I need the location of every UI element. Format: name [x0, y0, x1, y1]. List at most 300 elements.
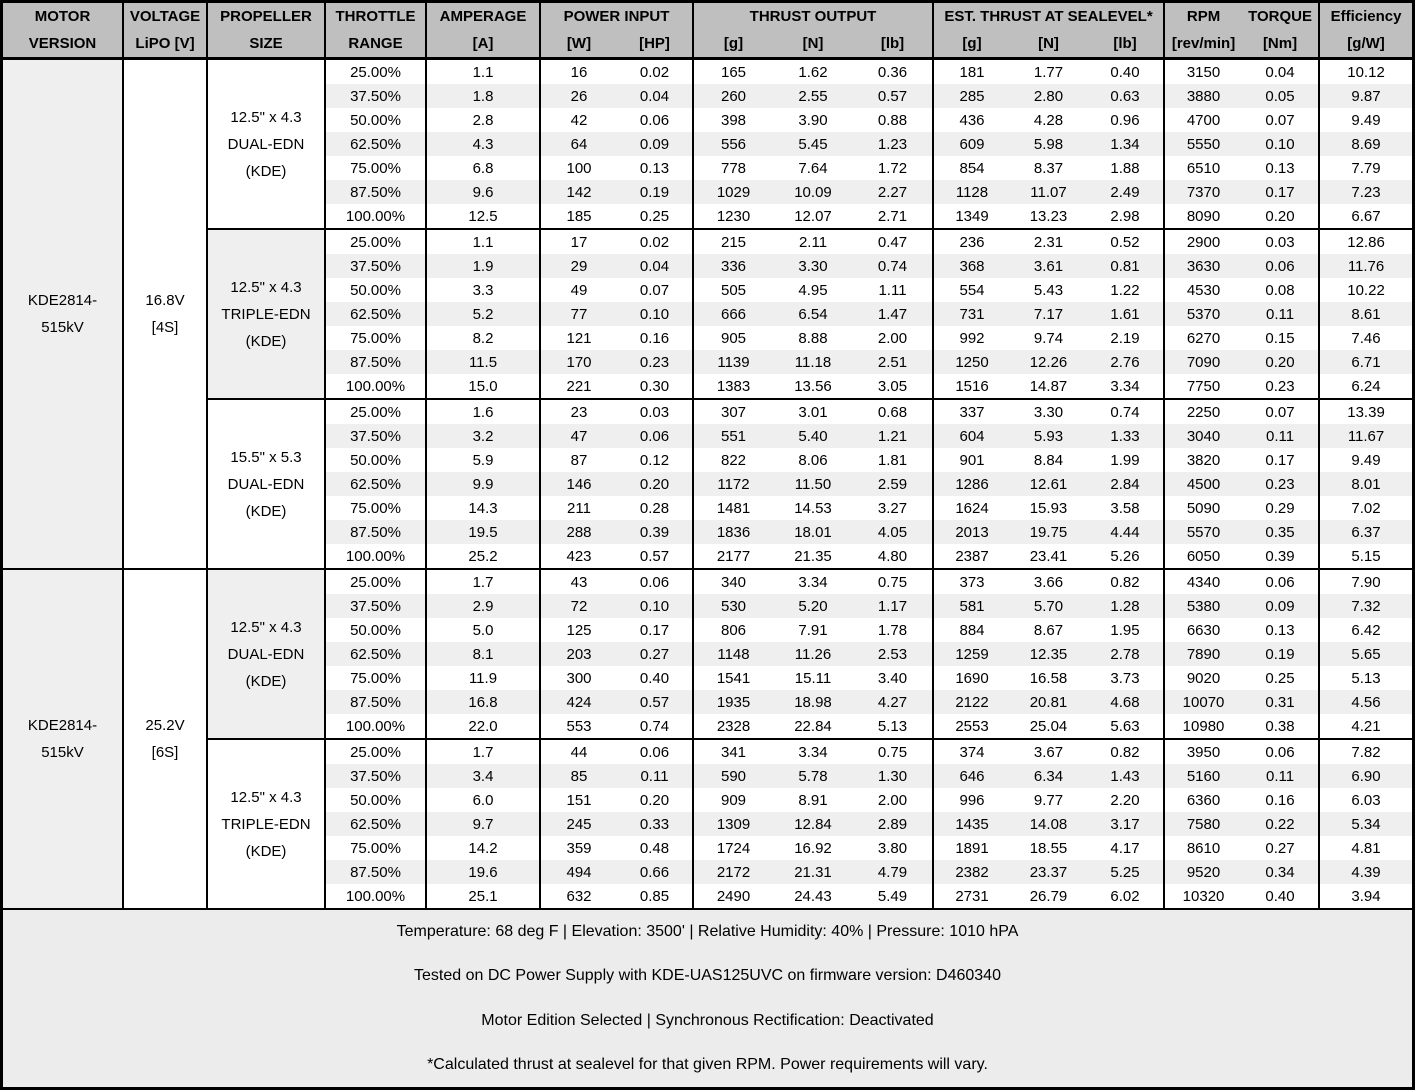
cell-sealevel-thrust-n: 13.23: [1010, 204, 1087, 229]
cell-efficiency: 8.01: [1319, 472, 1412, 496]
cell-sealevel-thrust-n: 26.79: [1010, 884, 1087, 908]
cell-power-input-w: 17: [540, 229, 617, 254]
cell-torque: 0.39: [1242, 544, 1319, 569]
cell-power-input-w: 43: [540, 569, 617, 594]
cell-thrust-lb: 0.75: [853, 569, 933, 594]
cell-sealevel-thrust-n: 5.70: [1010, 594, 1087, 618]
column-header-units: SIZE: [207, 30, 325, 59]
cell-sealevel-thrust-n: 15.93: [1010, 496, 1087, 520]
cell-sealevel-thrust-n: 8.67: [1010, 618, 1087, 642]
cell-amperage: 11.5: [426, 350, 540, 374]
cell-line: (KDE): [245, 672, 287, 690]
cell-sealevel-thrust-n: 18.55: [1010, 836, 1087, 860]
cell-sealevel-thrust-n: 3.67: [1010, 739, 1087, 764]
cell-throttle-range: 75.00%: [325, 326, 426, 350]
cell-thrust-g: 215: [693, 229, 773, 254]
cell-thrust-n: 5.20: [773, 594, 853, 618]
table-row: [3, 739, 1412, 764]
cell-rpm: 6050: [1164, 544, 1242, 569]
cell-torque: 0.10: [1242, 132, 1319, 156]
cell-thrust-g: 905: [693, 326, 773, 350]
cell-sealevel-thrust-n: 12.61: [1010, 472, 1087, 496]
cell-thrust-g: 1541: [693, 666, 773, 690]
cell-sealevel-thrust-lb: 1.22: [1087, 278, 1164, 302]
cell-thrust-lb: 3.27: [853, 496, 933, 520]
cell-torque: 0.09: [1242, 594, 1319, 618]
cell-sealevel-thrust-n: 2.31: [1010, 229, 1087, 254]
cell-thrust-lb: 1.72: [853, 156, 933, 180]
cell-torque: 0.08: [1242, 278, 1319, 302]
cell-thrust-n: 12.84: [773, 812, 853, 836]
cell-thrust-lb: 0.47: [853, 229, 933, 254]
cell-power-input-w: 85: [540, 764, 617, 788]
cell-thrust-n: 11.50: [773, 472, 853, 496]
cell-power-input-w: 494: [540, 860, 617, 884]
cell-sealevel-thrust-n: 3.66: [1010, 569, 1087, 594]
cell-thrust-g: 1148: [693, 642, 773, 666]
cell-throttle-range: 62.50%: [325, 302, 426, 326]
cell-sealevel-thrust-g: 1516: [933, 374, 1010, 399]
cell-rpm: 3630: [1164, 254, 1242, 278]
cell-efficiency: 11.67: [1319, 424, 1412, 448]
cell-power-input-w: 359: [540, 836, 617, 860]
cell-power-input-w: 26: [540, 84, 617, 108]
cell-efficiency: 5.65: [1319, 642, 1412, 666]
cell-sealevel-thrust-g: 1435: [933, 812, 1010, 836]
cell-sealevel-thrust-g: 2013: [933, 520, 1010, 544]
cell-power-input-w: 632: [540, 884, 617, 908]
cell-sealevel-thrust-g: 373: [933, 569, 1010, 594]
cell-thrust-n: 3.90: [773, 108, 853, 132]
cell-amperage: 8.1: [426, 642, 540, 666]
cell-rpm: 5570: [1164, 520, 1242, 544]
cell-power-input-hp: 0.06: [617, 569, 693, 594]
cell-amperage: 1.1: [426, 229, 540, 254]
cell-thrust-lb: 1.81: [853, 448, 933, 472]
cell-efficiency: 7.46: [1319, 326, 1412, 350]
cell-torque: 0.11: [1242, 764, 1319, 788]
cell-rpm: 2900: [1164, 229, 1242, 254]
cell-power-input-hp: 0.30: [617, 374, 693, 399]
cell-rpm: 4500: [1164, 472, 1242, 496]
cell-torque: 0.20: [1242, 204, 1319, 229]
cell-torque: 0.11: [1242, 302, 1319, 326]
cell-sealevel-thrust-n: 25.04: [1010, 714, 1087, 739]
table-row: [3, 59, 1412, 85]
cell-sealevel-thrust-n: 7.17: [1010, 302, 1087, 326]
cell-thrust-lb: 0.88: [853, 108, 933, 132]
cell-rpm: 4700: [1164, 108, 1242, 132]
cell-rpm: 6360: [1164, 788, 1242, 812]
cell-thrust-lb: 3.80: [853, 836, 933, 860]
cell-efficiency: 10.12: [1319, 59, 1412, 85]
cell-sealevel-thrust-lb: 5.63: [1087, 714, 1164, 739]
cell-thrust-lb: 2.59: [853, 472, 933, 496]
cell-power-input-w: 64: [540, 132, 617, 156]
cell-sealevel-thrust-g: 2553: [933, 714, 1010, 739]
table-row: [3, 569, 1412, 594]
cell-thrust-g: 165: [693, 59, 773, 85]
cell-amperage: 22.0: [426, 714, 540, 739]
cell-torque: 0.07: [1242, 108, 1319, 132]
cell-power-input-hp: 0.06: [617, 108, 693, 132]
cell-sealevel-thrust-n: 1.77: [1010, 59, 1087, 85]
cell-thrust-n: 6.54: [773, 302, 853, 326]
cell-sealevel-thrust-n: 14.87: [1010, 374, 1087, 399]
cell-power-input-hp: 0.09: [617, 132, 693, 156]
cell-thrust-n: 16.92: [773, 836, 853, 860]
cell-sealevel-thrust-g: 285: [933, 84, 1010, 108]
cell-power-input-hp: 0.57: [617, 690, 693, 714]
cell-thrust-g: 778: [693, 156, 773, 180]
cell-line: DUAL-EDN: [227, 475, 305, 493]
propeller-size-cell: [207, 399, 325, 569]
cell-line: [6S]: [151, 744, 179, 761]
cell-torque: 0.29: [1242, 496, 1319, 520]
cell-sealevel-thrust-g: 1891: [933, 836, 1010, 860]
cell-sealevel-thrust-g: 1624: [933, 496, 1010, 520]
cell-sealevel-thrust-g: 436: [933, 108, 1010, 132]
cell-amperage: 1.7: [426, 569, 540, 594]
cell-sealevel-thrust-n: 19.75: [1010, 520, 1087, 544]
column-header: EST. THRUST AT SEALEVEL*: [933, 3, 1164, 30]
cell-line: (KDE): [245, 842, 287, 860]
cell-throttle-range: 37.50%: [325, 424, 426, 448]
cell-sealevel-thrust-g: 337: [933, 399, 1010, 424]
cell-sealevel-thrust-lb: 0.82: [1087, 739, 1164, 764]
cell-torque: 0.17: [1242, 180, 1319, 204]
cell-power-input-hp: 0.10: [617, 594, 693, 618]
column-header: MOTOR: [3, 3, 123, 30]
cell-thrust-n: 11.26: [773, 642, 853, 666]
table-row: [3, 229, 1412, 254]
cell-amperage: 14.3: [426, 496, 540, 520]
cell-efficiency: 10.22: [1319, 278, 1412, 302]
cell-sealevel-thrust-lb: 3.17: [1087, 812, 1164, 836]
cell-sealevel-thrust-lb: 2.49: [1087, 180, 1164, 204]
column-header-units: [W]: [540, 30, 617, 59]
cell-throttle-range: 75.00%: [325, 156, 426, 180]
cell-torque: 0.31: [1242, 690, 1319, 714]
cell-thrust-n: 13.56: [773, 374, 853, 399]
cell-sealevel-thrust-n: 3.61: [1010, 254, 1087, 278]
column-header: THROTTLE: [325, 3, 426, 30]
cell-sealevel-thrust-lb: 6.02: [1087, 884, 1164, 908]
cell-throttle-range: 100.00%: [325, 714, 426, 739]
cell-sealevel-thrust-lb: 2.78: [1087, 642, 1164, 666]
cell-power-input-w: 72: [540, 594, 617, 618]
cell-throttle-range: 25.00%: [325, 59, 426, 85]
cell-sealevel-thrust-g: 604: [933, 424, 1010, 448]
cell-thrust-lb: 0.57: [853, 84, 933, 108]
cell-thrust-g: 1230: [693, 204, 773, 229]
propeller-size-cell: [207, 569, 325, 739]
cell-sealevel-thrust-g: 2122: [933, 690, 1010, 714]
cell-thrust-g: 2490: [693, 884, 773, 908]
cell-sealevel-thrust-lb: 1.95: [1087, 618, 1164, 642]
cell-amperage: 25.2: [426, 544, 540, 569]
cell-sealevel-thrust-g: 1128: [933, 180, 1010, 204]
cell-power-input-hp: 0.40: [617, 666, 693, 690]
cell-sealevel-thrust-lb: 1.61: [1087, 302, 1164, 326]
cell-power-input-w: 170: [540, 350, 617, 374]
cell-sealevel-thrust-g: 901: [933, 448, 1010, 472]
cell-thrust-lb: 4.05: [853, 520, 933, 544]
cell-thrust-lb: 0.36: [853, 59, 933, 85]
cell-sealevel-thrust-lb: 1.43: [1087, 764, 1164, 788]
table-header: [3, 3, 1412, 59]
cell-amperage: 3.3: [426, 278, 540, 302]
cell-efficiency: 7.82: [1319, 739, 1412, 764]
cell-amperage: 3.2: [426, 424, 540, 448]
cell-thrust-g: 307: [693, 399, 773, 424]
cell-line: 515kV: [41, 319, 84, 336]
cell-power-input-w: 151: [540, 788, 617, 812]
cell-efficiency: 9.49: [1319, 448, 1412, 472]
cell-efficiency: 5.13: [1319, 666, 1412, 690]
cell-sealevel-thrust-lb: 0.96: [1087, 108, 1164, 132]
cell-efficiency: 5.15: [1319, 544, 1412, 569]
cell-efficiency: 4.21: [1319, 714, 1412, 739]
cell-thrust-g: 260: [693, 84, 773, 108]
column-header-units: [A]: [426, 30, 540, 59]
cell-power-input-w: 47: [540, 424, 617, 448]
footer-note-motor-edition: Motor Edition Selected | Synchronous Rectification: Deactivated: [481, 1011, 934, 1029]
cell-sealevel-thrust-n: 6.34: [1010, 764, 1087, 788]
cell-thrust-lb: 4.80: [853, 544, 933, 569]
cell-line: DUAL-EDN: [227, 645, 305, 663]
cell-torque: 0.34: [1242, 860, 1319, 884]
cell-throttle-range: 37.50%: [325, 594, 426, 618]
cell-sealevel-thrust-lb: 2.20: [1087, 788, 1164, 812]
cell-throttle-range: 62.50%: [325, 812, 426, 836]
cell-sealevel-thrust-lb: 0.81: [1087, 254, 1164, 278]
column-header: RPM: [1164, 3, 1242, 30]
cell-line: [4S]: [151, 319, 179, 336]
cell-power-input-w: 300: [540, 666, 617, 690]
cell-power-input-w: 29: [540, 254, 617, 278]
column-header: TORQUE: [1242, 3, 1319, 30]
cell-throttle-range: 50.00%: [325, 788, 426, 812]
cell-thrust-n: 21.35: [773, 544, 853, 569]
cell-sealevel-thrust-g: 884: [933, 618, 1010, 642]
cell-thrust-g: 1309: [693, 812, 773, 836]
cell-sealevel-thrust-lb: 2.98: [1087, 204, 1164, 229]
cell-thrust-g: 806: [693, 618, 773, 642]
cell-rpm: 10980: [1164, 714, 1242, 739]
cell-amperage: 5.9: [426, 448, 540, 472]
cell-torque: 0.16: [1242, 788, 1319, 812]
cell-throttle-range: 25.00%: [325, 739, 426, 764]
cell-throttle-range: 75.00%: [325, 496, 426, 520]
cell-power-input-hp: 0.39: [617, 520, 693, 544]
cell-thrust-g: 340: [693, 569, 773, 594]
cell-amperage: 1.9: [426, 254, 540, 278]
cell-sealevel-thrust-n: 23.41: [1010, 544, 1087, 569]
cell-thrust-n: 5.45: [773, 132, 853, 156]
cell-power-input-hp: 0.66: [617, 860, 693, 884]
cell-thrust-lb: 1.78: [853, 618, 933, 642]
column-header-units: [HP]: [617, 30, 693, 59]
table-body: [3, 59, 1412, 909]
column-header-units: [g]: [693, 30, 773, 59]
cell-efficiency: 9.87: [1319, 84, 1412, 108]
cell-efficiency: 7.23: [1319, 180, 1412, 204]
cell-throttle-range: 62.50%: [325, 642, 426, 666]
cell-thrust-g: 341: [693, 739, 773, 764]
cell-thrust-n: 3.34: [773, 569, 853, 594]
cell-sealevel-thrust-g: 854: [933, 156, 1010, 180]
footer-notes: [3, 908, 1412, 1087]
cell-line: (KDE): [245, 332, 287, 350]
cell-thrust-lb: 5.13: [853, 714, 933, 739]
cell-power-input-hp: 0.20: [617, 472, 693, 496]
column-header: THRUST OUTPUT: [693, 3, 933, 30]
cell-thrust-n: 10.09: [773, 180, 853, 204]
cell-sealevel-thrust-g: 1690: [933, 666, 1010, 690]
cell-torque: 0.27: [1242, 836, 1319, 860]
cell-thrust-n: 12.07: [773, 204, 853, 229]
column-header-units: [g]: [933, 30, 1010, 59]
cell-sealevel-thrust-lb: 4.17: [1087, 836, 1164, 860]
cell-thrust-lb: 1.30: [853, 764, 933, 788]
cell-torque: 0.13: [1242, 156, 1319, 180]
cell-sealevel-thrust-g: 2382: [933, 860, 1010, 884]
cell-sealevel-thrust-n: 2.80: [1010, 84, 1087, 108]
cell-rpm: 4340: [1164, 569, 1242, 594]
cell-efficiency: 4.39: [1319, 860, 1412, 884]
cell-rpm: 8090: [1164, 204, 1242, 229]
cell-sealevel-thrust-n: 11.07: [1010, 180, 1087, 204]
cell-rpm: 10070: [1164, 690, 1242, 714]
cell-sealevel-thrust-g: 581: [933, 594, 1010, 618]
column-header: POWER INPUT: [540, 3, 693, 30]
cell-throttle-range: 25.00%: [325, 229, 426, 254]
cell-sealevel-thrust-lb: 0.52: [1087, 229, 1164, 254]
cell-thrust-n: 3.01: [773, 399, 853, 424]
cell-efficiency: 7.32: [1319, 594, 1412, 618]
cell-rpm: 5370: [1164, 302, 1242, 326]
cell-thrust-n: 5.78: [773, 764, 853, 788]
motor-version-cell: [3, 59, 123, 570]
cell-torque: 0.06: [1242, 254, 1319, 278]
cell-torque: 0.04: [1242, 59, 1319, 85]
cell-line: KDE2814-: [27, 292, 98, 309]
cell-rpm: 5380: [1164, 594, 1242, 618]
cell-thrust-lb: 3.40: [853, 666, 933, 690]
cell-thrust-g: 2172: [693, 860, 773, 884]
cell-thrust-lb: 1.23: [853, 132, 933, 156]
cell-power-input-hp: 0.33: [617, 812, 693, 836]
cell-sealevel-thrust-n: 9.77: [1010, 788, 1087, 812]
cell-power-input-hp: 0.11: [617, 764, 693, 788]
cell-rpm: 10320: [1164, 884, 1242, 908]
cell-sealevel-thrust-lb: 2.84: [1087, 472, 1164, 496]
cell-thrust-n: 7.64: [773, 156, 853, 180]
cell-sealevel-thrust-g: 1349: [933, 204, 1010, 229]
cell-rpm: 3040: [1164, 424, 1242, 448]
cell-thrust-lb: 5.49: [853, 884, 933, 908]
cell-throttle-range: 50.00%: [325, 108, 426, 132]
cell-thrust-g: 1836: [693, 520, 773, 544]
cell-efficiency: 8.61: [1319, 302, 1412, 326]
cell-sealevel-thrust-n: 20.81: [1010, 690, 1087, 714]
cell-amperage: 16.8: [426, 690, 540, 714]
cell-torque: 0.23: [1242, 472, 1319, 496]
cell-power-input-w: 16: [540, 59, 617, 85]
cell-efficiency: 4.56: [1319, 690, 1412, 714]
cell-throttle-range: 87.50%: [325, 180, 426, 204]
cell-sealevel-thrust-lb: 3.73: [1087, 666, 1164, 690]
cell-torque: 0.11: [1242, 424, 1319, 448]
cell-sealevel-thrust-g: 646: [933, 764, 1010, 788]
cell-thrust-g: 1724: [693, 836, 773, 860]
cell-thrust-n: 2.55: [773, 84, 853, 108]
cell-throttle-range: 87.50%: [325, 690, 426, 714]
performance-table: [3, 3, 1412, 908]
cell-thrust-g: 336: [693, 254, 773, 278]
cell-sealevel-thrust-g: 181: [933, 59, 1010, 85]
voltage-cell: [123, 569, 207, 908]
cell-power-input-w: 23: [540, 399, 617, 424]
cell-power-input-w: 87: [540, 448, 617, 472]
column-header-units: [Nm]: [1242, 30, 1319, 59]
cell-amperage: 1.8: [426, 84, 540, 108]
cell-power-input-hp: 0.03: [617, 399, 693, 424]
cell-sealevel-thrust-g: 1286: [933, 472, 1010, 496]
cell-rpm: 6510: [1164, 156, 1242, 180]
cell-rpm: 5550: [1164, 132, 1242, 156]
cell-thrust-n: 5.40: [773, 424, 853, 448]
cell-sealevel-thrust-lb: 1.99: [1087, 448, 1164, 472]
cell-amperage: 1.7: [426, 739, 540, 764]
cell-sealevel-thrust-g: 996: [933, 788, 1010, 812]
cell-sealevel-thrust-n: 8.37: [1010, 156, 1087, 180]
cell-power-input-w: 423: [540, 544, 617, 569]
cell-power-input-hp: 0.85: [617, 884, 693, 908]
cell-power-input-hp: 0.57: [617, 544, 693, 569]
cell-sealevel-thrust-g: 1250: [933, 350, 1010, 374]
cell-throttle-range: 100.00%: [325, 544, 426, 569]
cell-thrust-n: 7.91: [773, 618, 853, 642]
footer-note-test-setup: Tested on DC Power Supply with KDE-UAS125UVC on firmware version: D460340: [414, 967, 1001, 985]
cell-efficiency: 8.69: [1319, 132, 1412, 156]
cell-rpm: 7090: [1164, 350, 1242, 374]
cell-torque: 0.05: [1242, 84, 1319, 108]
cell-amperage: 3.4: [426, 764, 540, 788]
column-header-units: VERSION: [3, 30, 123, 59]
cell-power-input-hp: 0.02: [617, 229, 693, 254]
cell-power-input-w: 424: [540, 690, 617, 714]
cell-torque: 0.40: [1242, 884, 1319, 908]
cell-rpm: 9520: [1164, 860, 1242, 884]
cell-power-input-hp: 0.02: [617, 59, 693, 85]
cell-power-input-w: 203: [540, 642, 617, 666]
cell-power-input-w: 146: [540, 472, 617, 496]
cell-sealevel-thrust-g: 374: [933, 739, 1010, 764]
cell-thrust-lb: 0.75: [853, 739, 933, 764]
cell-sealevel-thrust-n: 5.93: [1010, 424, 1087, 448]
cell-sealevel-thrust-lb: 5.25: [1087, 860, 1164, 884]
cell-line: TRIPLE-EDN: [221, 815, 311, 833]
cell-power-input-hp: 0.06: [617, 424, 693, 448]
cell-sealevel-thrust-lb: 4.68: [1087, 690, 1164, 714]
cell-power-input-w: 77: [540, 302, 617, 326]
cell-power-input-w: 49: [540, 278, 617, 302]
cell-amperage: 9.6: [426, 180, 540, 204]
cell-amperage: 9.9: [426, 472, 540, 496]
cell-amperage: 19.6: [426, 860, 540, 884]
